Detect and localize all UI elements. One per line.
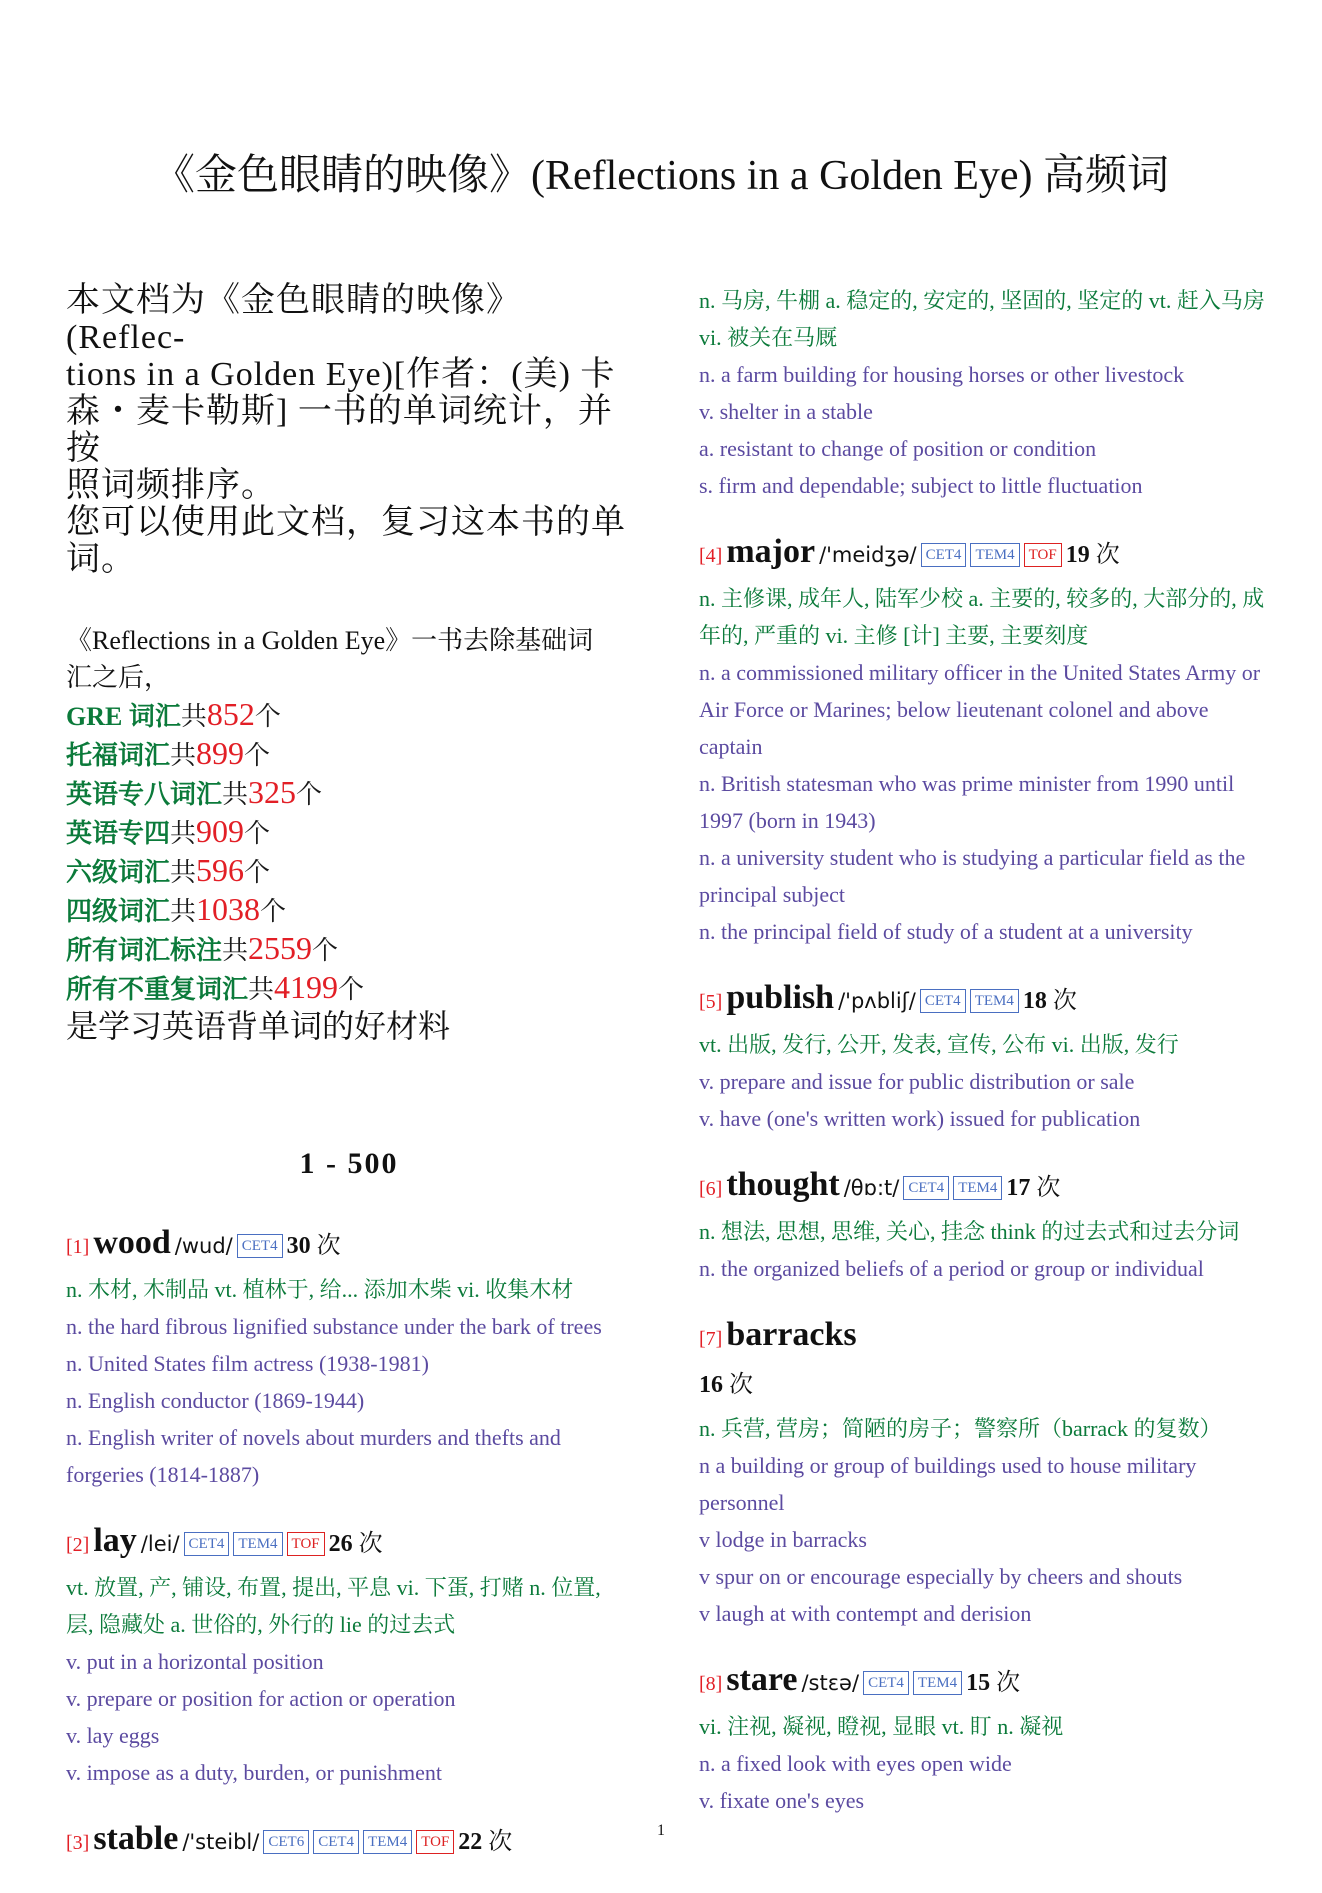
stat-unit: 个 [312,936,339,965]
entry-definition: n. a commissioned military officer in the United States Army or Air Force or Marines; below lieutenant colonel and above captain [699,660,1261,759]
intro-paragraph [66,282,632,578]
entry-definition: n a building or group of buildings used to house military personnel [699,1453,1197,1515]
stat-value: 909 [196,813,245,849]
intro-line: tions in a Golden Eye)[作者：(美) 卡 [66,356,616,393]
stat-mid: 共 [170,897,197,926]
entry-head [699,1658,1269,1708]
entry-definition: n. English conductor (1869-1944) [66,1388,365,1413]
word-entry [699,976,1269,1137]
word-entry [66,1519,632,1791]
count-unit: 次 [1036,1175,1061,1201]
entry-definition: v. lay eggs [66,1723,160,1748]
count-unit: 次 [358,1531,383,1557]
stat-unit: 个 [244,741,271,770]
stat-unit: 个 [244,819,271,848]
entry-word: stare [726,1661,798,1698]
entry-word: stable [93,1820,179,1857]
count-value: 16 [699,1372,723,1398]
stats-list [66,696,632,1008]
stat-value: 2559 [248,930,313,966]
stat-label: 所有词汇标注 [66,936,223,965]
entry-definition: v. have (one's written work) issued for publication [699,1106,1141,1131]
range-heading: 1 - 500 [299,1147,399,1180]
stat-label: 英语专四 [66,819,171,848]
exam-badge: TEM4 [233,1532,282,1556]
exam-badge: CET4 [184,1532,230,1556]
entry-index: [5] [699,991,723,1013]
entry-index: [3] [66,1832,90,1854]
stat-mid: 共 [222,936,249,965]
stat-value: 325 [248,774,297,810]
stat-value: 852 [206,696,255,732]
exam-badge: TEM4 [913,1671,962,1695]
left-column [66,282,632,1893]
entry-definition: v spur on or encourage especially by cheers and shouts [699,1564,1183,1589]
stat-label: 托福词汇 [66,741,171,770]
entry-definition: n. a farm building for housing horses or other livestock [699,362,1185,387]
entry-head [699,1313,1269,1363]
stat-row [66,735,632,774]
word-entry [699,1313,1269,1632]
exam-badge: CET4 [920,989,966,1013]
entry-chinese: n. 兵营, 营房；简陋的房子；警察所（barrack 的复数） [699,1416,1222,1441]
page-number: 1 [657,1822,665,1839]
stat-row [66,813,632,852]
word-entry [699,530,1269,950]
count-value: 18 [1022,988,1047,1014]
entry-chinese: vi. 注视, 凝视, 瞪视, 显眼 vt. 盯 n. 凝视 [699,1714,1064,1739]
entry-chinese: n. 马房, 牛棚 a. 稳定的, 安定的, 坚固的, 坚定的 vt. 赶入马房 vi. 被关在马厩 [699,288,1265,350]
stat-label: GRE 词汇 [66,702,181,731]
entry-count [1006,1175,1060,1201]
intro-line: 照词频排序。 [66,467,276,504]
entry-phonetic: /lei/ [140,1532,180,1556]
exam-badge: CET4 [313,1830,359,1854]
count-value: 19 [1065,542,1090,568]
exam-badge: TEM4 [363,1830,412,1854]
intro-line: 森・麦卡勒斯] 一书的单词统计，并按 [66,393,613,467]
entry-phonetic: /'steibl/ [182,1830,260,1854]
stat-mid: 共 [180,702,207,731]
entry-chinese: n. 想法, 思想, 思维, 关心, 挂念 think 的过去式和过去分词 [699,1219,1240,1244]
stat-value: 899 [196,735,245,771]
entry-definition: v lodge in barracks [699,1527,867,1552]
exam-badge: TEM4 [970,543,1019,567]
count-unit: 次 [729,1372,753,1398]
entry-definition: n. the hard fibrous lignified substance under the bark of trees [66,1314,602,1339]
stats-intro [66,622,632,696]
entry-count [699,1372,753,1398]
entry-definition: n. United States film actress (1938-1981) [66,1351,429,1376]
stat-unit: 个 [338,975,365,1004]
entry-phonetic: /stɛə/ [801,1671,860,1695]
entry-head [699,976,1269,1026]
stat-value: 4199 [274,969,339,1005]
entry-definition: n. a university student who is studying a particular field as the principal subject [699,845,1246,907]
entry-list [66,1221,632,1867]
stat-mid: 共 [170,858,197,887]
entry-word: major [726,533,816,570]
entry-definition: v laugh at with contempt and derision [699,1601,1032,1626]
exam-badge: CET4 [237,1234,283,1258]
entry-definition: v. put in a horizontal position [66,1649,324,1674]
stats-intro-line: 《Reflections in a Golden Eye》一书去除基础词 [66,626,594,655]
entry-word: wood [93,1224,171,1261]
entry-word: publish [726,979,835,1016]
stat-label: 六级词汇 [66,858,171,887]
stat-value: 596 [196,852,245,888]
count-value: 30 [286,1233,311,1259]
entry-definition: a. resistant to change of position or condition [699,436,1097,461]
entry-count [1023,988,1077,1014]
entry-phonetic: /θɒ:t/ [843,1176,900,1200]
entry-definition: v. shelter in a stable [699,399,873,424]
entry-definition: v. prepare and issue for public distribution or sale [699,1069,1135,1094]
count-value: 17 [1006,1175,1031,1201]
entry-count [329,1531,383,1557]
entry-index: [6] [699,1178,723,1200]
count-unit: 次 [316,1233,341,1259]
entry-count [287,1233,341,1259]
entry-definition: n. a fixed look with eyes open wide [699,1751,1012,1776]
entry-word: barracks [726,1316,857,1353]
stat-mid: 共 [222,780,249,809]
right-column [699,282,1269,1845]
stat-row [66,969,632,1008]
stat-label: 所有不重复词汇 [66,975,249,1004]
exam-badge: CET4 [921,543,967,567]
stat-row [66,891,632,930]
stat-unit: 个 [296,780,323,809]
word-entry-continued [699,282,1269,504]
entry-phonetic: /'meidʒə/ [819,543,917,567]
exam-badge: CET4 [863,1671,909,1695]
count-unit: 次 [1052,988,1077,1014]
stat-row [66,774,632,813]
entry-phonetic: /wud/ [174,1234,233,1258]
count-value: 15 [966,1670,991,1696]
exam-badge: CET4 [903,1176,949,1200]
stat-row [66,930,632,969]
entry-index: [7] [699,1328,723,1350]
stat-mid: 共 [170,741,197,770]
entry-definition: v. fixate one's eyes [699,1788,865,1813]
entry-word: lay [93,1522,137,1559]
exam-badge: CET6 [263,1830,309,1854]
entry-definition: n. the principal field of study of a student at a university [699,919,1193,944]
stat-row [66,696,632,735]
stats-intro-line: 汇之后， [66,663,171,692]
entry-chinese: n. 主修课, 成年人, 陆军少校 a. 主要的, 较多的, 大部分的, 成年的, 严重的 vi. 主修 [计] 主要, 主要刻度 [699,586,1265,648]
count-value: 26 [328,1531,353,1557]
entry-definition: v. prepare or position for action or operation [66,1686,456,1711]
count-value: 22 [458,1829,483,1855]
entry-chinese: n. 木材, 木制品 vt. 植林于, 给... 添加木柴 vi. 收集木材 [66,1277,574,1302]
entry-chinese: vt. 放置, 产, 铺设, 布置, 提出, 平息 vi. 下蛋, 打赌 n. 位置, 层, 隐藏处 a. 世俗的, 外行的 lie 的过去式 [66,1575,601,1637]
exam-badge: TEM4 [970,989,1019,1013]
word-entry [699,1163,1269,1287]
exam-badge: TOF [287,1532,325,1556]
stat-mid: 共 [170,819,197,848]
stat-unit: 个 [244,858,271,887]
entry-head [699,1163,1269,1213]
count-unit: 次 [996,1670,1021,1696]
exam-badge: TOF [1024,543,1062,567]
stat-row [66,852,632,891]
word-entry [66,1221,632,1493]
entry-head [66,1519,632,1569]
entry-definition: s. firm and dependable; subject to little fluctuation [699,473,1143,498]
stat-value: 1038 [196,891,261,927]
entry-head [699,530,1269,580]
count-unit: 次 [1095,542,1120,568]
closing-text: 是学习英语背单词的好材料 [66,1008,451,1044]
entry-index: [2] [66,1534,90,1556]
intro-line: 您可以使用此文档，复习这本书的单 [66,504,626,541]
intro-line: 词。 [66,541,136,578]
entry-chinese: vt. 出版, 发行, 公开, 发表, 宣传, 公布 vi. 出版, 发行 [699,1032,1179,1057]
entry-definition: n. British statesman who was prime minister from 1990 until 1997 (born in 1943) [699,771,1235,833]
entry-definition: n. the organized beliefs of a period or group or individual [699,1256,1204,1281]
entry-definition: n. English writer of novels about murders and thefts and forgeries (1814-1887) [66,1425,561,1487]
stat-unit: 个 [254,702,281,731]
entry-word: thought [726,1166,840,1203]
entry-count [1066,542,1120,568]
count-unit: 次 [488,1829,513,1855]
intro-line: 本文档为《金色眼睛的映像》(Reflec- [66,282,521,356]
entry-index: [1] [66,1236,90,1258]
entry-list [699,282,1269,1819]
exam-badge: TEM4 [953,1176,1002,1200]
entry-phonetic: /'pʌbliʃ/ [838,989,916,1013]
stat-label: 英语专八词汇 [66,780,223,809]
page-title: 《金色眼睛的映像》(Reflections in a Golden Eye) 高频词 [153,153,1169,199]
entry-head [66,1221,632,1271]
entry-definition: v. impose as a duty, burden, or punishment [66,1760,442,1785]
entry-count-line [699,1363,1269,1410]
exam-badge: TOF [416,1830,454,1854]
stat-label: 四级词汇 [66,897,171,926]
word-entry [699,1658,1269,1819]
entry-count [966,1670,1020,1696]
entry-index: [8] [699,1673,723,1695]
stat-mid: 共 [248,975,275,1004]
stat-unit: 个 [260,897,287,926]
entry-index: [4] [699,545,723,567]
